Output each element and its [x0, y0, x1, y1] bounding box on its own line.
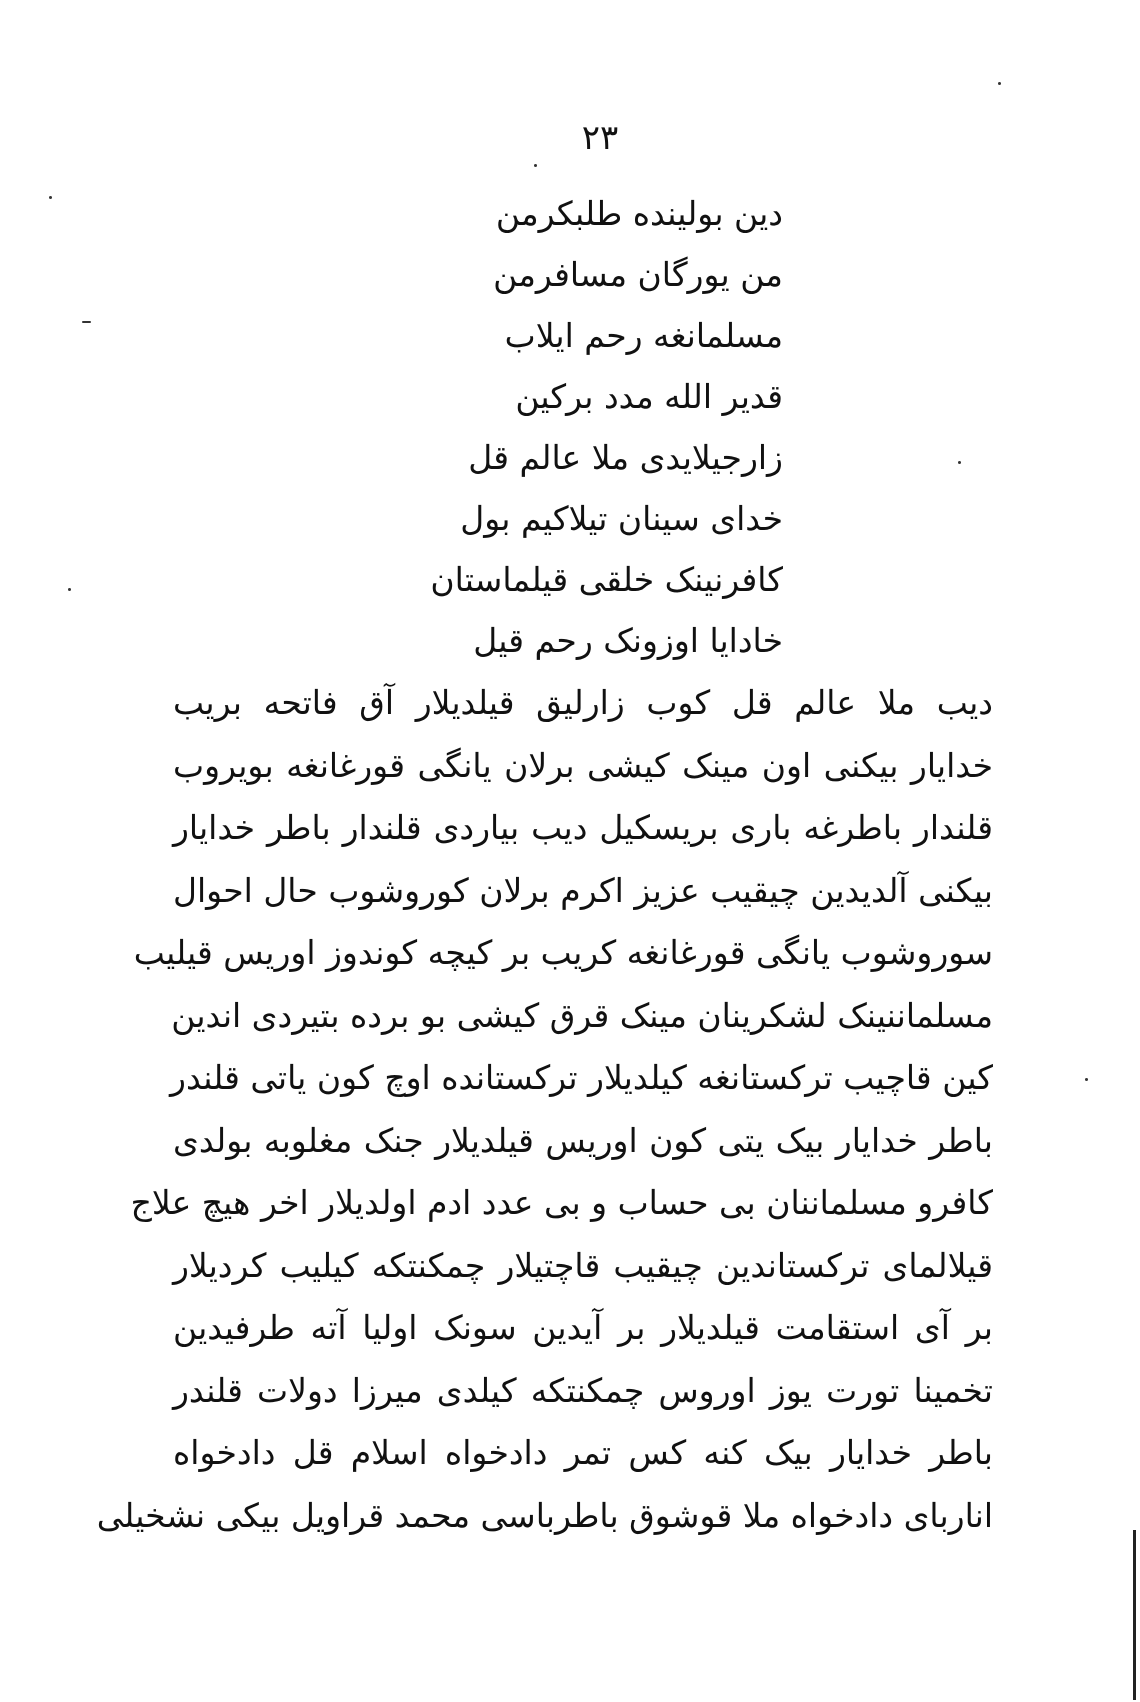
prose-line: قیلالمای ترکستاندین چیقیب قاچتیلار چمکنتکه کیلیب کردیلار [173, 1245, 993, 1285]
verse-line: خدای سینان تیلاکیم بول [460, 499, 783, 538]
scan-speck [998, 82, 1001, 85]
prose-line: قلندار باطرغه باری بریسکیل دیب بیاردی قلندار باطر خدایار [173, 808, 993, 847]
prose-line: دیب ملا عالم قل کوب زارلیق قیلدیلار آق فاتحه بریب [173, 683, 993, 722]
verse-line: کافرنینک خلقی قیلماستان [430, 560, 783, 599]
prose-block [96, 672, 993, 1547]
scan-speck [49, 196, 52, 199]
prose-line: تخمینا تورت یوز اوروس چمکنتکه کیلدی میرزا دولات قلندر [173, 1370, 993, 1410]
verse-line: خادایا اوزونک رحم قیل [473, 621, 783, 660]
verse-block [430, 183, 783, 671]
prose-line: باطر خدایار بیک کنه کس تمر دادخواه اسلام قل دادخواه [173, 1433, 993, 1472]
prose-line: خدایار بیکنی اون مینک کیشی برلان یانگی قورغانغه بویروب [173, 745, 993, 785]
scan-speck [534, 164, 537, 167]
page-edge-rule [1133, 1530, 1136, 1700]
verse-line: دین بولینده طلبکرمن [495, 194, 783, 233]
scan-speck [68, 588, 71, 591]
prose-line: اناربای دادخواه ملا قوشوق باطرباسی محمد قراویل بیکی نشخیلی [96, 1495, 993, 1535]
scan-speck [1085, 1078, 1088, 1081]
verse-line: زارجیلایدی ملا عالم قل [468, 438, 783, 477]
prose-line: کافرو مسلماننان بی حساب و بی عدد ادم اولدیلار اخر هیچ علاج [130, 1183, 993, 1222]
prose-line: کین قاچیب ترکستانغه کیلدیلار ترکستانده اوچ کون یاتی قلندر [170, 1058, 993, 1097]
prose-line: مسلماننینک لشکرینان مینک قرق کیشی بو برده بتیردی اندین [171, 995, 993, 1035]
prose-line: باطر خدایار بیک یتی کون اوریس قیلدیلار جنک مغلوبه بولدی [173, 1120, 993, 1160]
verse-line: مسلمانغه رحم ایلاب [504, 316, 783, 355]
prose-line: بیکنی آلدیدین چیقیب عزیز اکرم برلان کوروشوب حال احوال [173, 870, 993, 910]
page-number: ۲۳ [581, 118, 619, 158]
scan-speck [82, 321, 91, 323]
scan-speck [958, 461, 961, 464]
prose-line: سوروشوب یانگی قورغانغه کریب بر کیچه کوندوز اوریس قیلیب [133, 933, 993, 972]
prose-line: بر آی استقامت قیلدیلار بر آیدین سونک اولیا آته طرفیدین [173, 1308, 993, 1347]
verse-line: قدیر الله مدد برکین [515, 377, 783, 416]
verse-line: من یورگان مسافرمن [493, 255, 783, 294]
